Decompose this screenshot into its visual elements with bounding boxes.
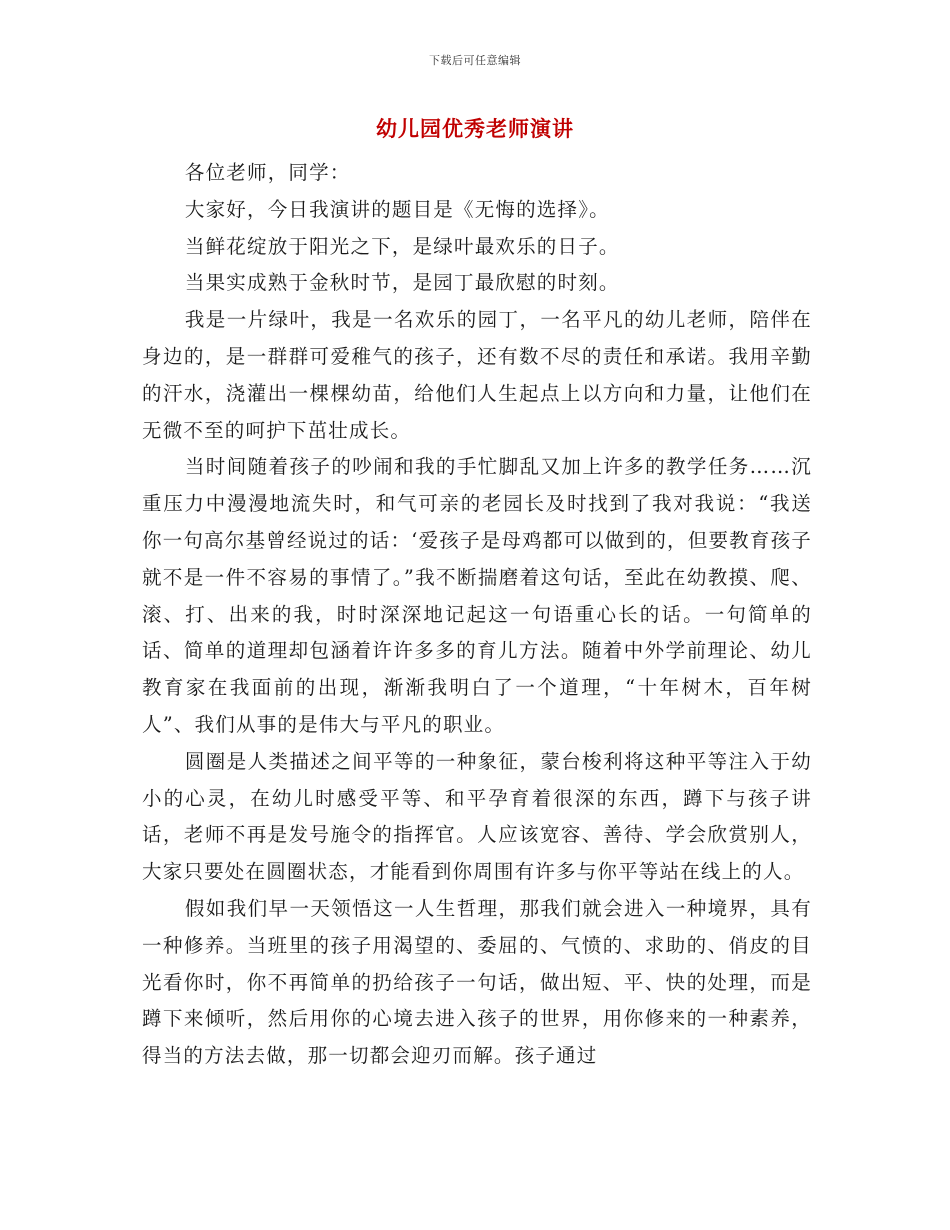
paragraph-flowers: 当鲜花绽放于阳光之下，是绿叶最欢乐的日子。 [184, 234, 620, 258]
page-header-note: 下载后可任意编辑 [429, 54, 521, 67]
document-title: 幼儿园优秀老师演讲 [376, 116, 574, 141]
paragraph-life-philosophy: 假如我们早一天领悟这一人生哲理，那我们就会进入一种境界，具有一种修养。当班里的孩子用渴望的、委屈的、气愤的、求助的、俏皮的目光看你时，你不再简单的扔给孩子一句话，做出短、平、快的处理，而是蹲下来倾听，然后用你的心境去进入孩子的世界，用你修来的一种素养，得当的方法去做，那一切都会迎刃而解。孩子通过 [142, 896, 812, 1068]
document-body [142, 155, 812, 1075]
paragraph-harvest: 当果实成熟于金秋时节，是园丁最欣慰的时刻。 [184, 271, 620, 295]
paragraph-circle-equality: 圆圈是人类描述之间平等的一种象征，蒙台梭利将这种平等注入于幼小的心灵，在幼儿时感受平等、和平孕育着很深的东西，蹲下与孩子讲话，老师不再是发号施令的指挥官。人应该宽容、善待、学会欣赏别人，大家只要处在圆圈状态，才能看到你周围有许多与你平等站在线上的人。 [142, 749, 812, 884]
paragraph-green-leaf: 我是一片绿叶，我是一名欢乐的园丁，一名平凡的幼儿老师，陪伴在身边的，是一群群可爱稚气的孩子，还有数不尽的责任和承诺。我用辛勤的汗水，浇灌出一棵棵幼苗，给他们人生起点上以方向和力量，让他们在无微不至的呵护下茁壮成长。 [142, 308, 812, 442]
paragraph-greeting: 大家好，今日我演讲的题目是《无悔的选择》。 [184, 197, 610, 221]
paragraph-director-advice: 当时间随着孩子的吵闹和我的手忙脚乱又加上许多的教学任务……沉重压力中漫漫地流失时，和气可亲的老园长及时找到了我对我说：“我送你一句高尔基曾经说过的话：‘爱孩子是母鸡都可以做到的，但要教育孩子就不是一件不容易的事情了。”我不断揣磨着这句话，至此在幼教摸、爬、滚、打、出来的我，时时深深地记起这一句语重心长的话。一句简单的话、简单的道理却包涵着许许多多的育儿方法。随着中外学前理论、幼儿教育家在我面前的出现，渐渐我明白了一个道理，“十年树木，百年树人”、我们从事的是伟大与平凡的职业。 [142, 455, 812, 736]
paragraph-salutation: 各位老师，同学： [184, 161, 351, 184]
